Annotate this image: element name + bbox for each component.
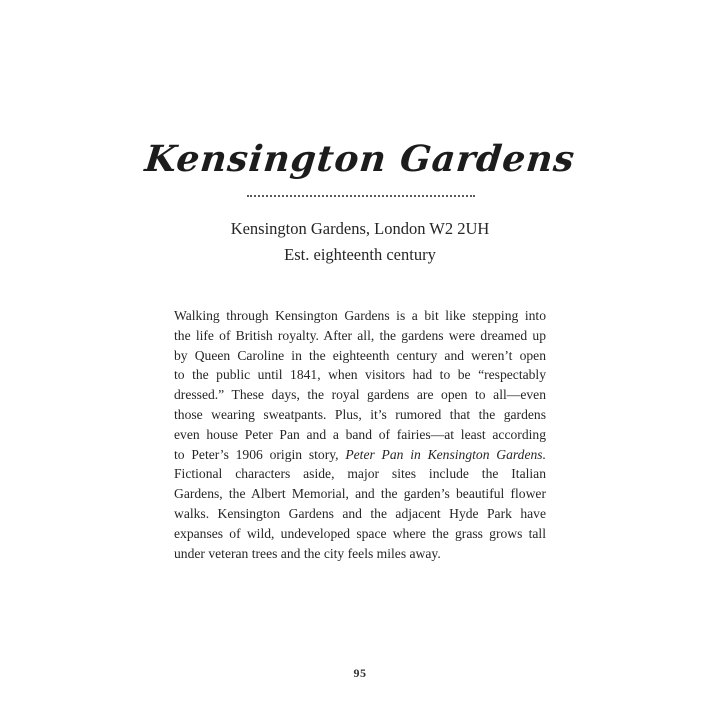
- body-line-with-book-title: [174, 445, 546, 465]
- page-title: Kensington Gardens: [142, 138, 578, 180]
- body-line: walks. Kensington Gardens and the adjacent Hyde Park have: [174, 505, 546, 521]
- body-line-text: to Peter’s 1906 origin story,: [174, 446, 346, 462]
- body-line: expanses of wild, undeveloped space where the grass grows tall: [174, 525, 546, 541]
- body-paragraph: [174, 306, 546, 563]
- body-line: even house Peter Pan and a band of fairies—at least according: [174, 426, 546, 442]
- book-title-italic: Peter Pan in Kensington Gardens.: [345, 446, 546, 462]
- body-line: the life of British royalty. After all, the gardens were dreamed up: [174, 327, 546, 343]
- body-line: dressed.” These days, the royal gardens are open to all—even: [174, 387, 546, 403]
- body-line: by Queen Caroline in the eighteenth century and weren’t open: [174, 347, 546, 363]
- body-line: under veteran trees and the city feels miles away.: [174, 545, 441, 561]
- body-line: Fictional characters aside, major sites include the Italian: [174, 466, 546, 482]
- body-line: to the public until 1841, when visitors had to be “respectably: [174, 367, 546, 383]
- established-line: Est. eighteenth century: [284, 245, 436, 264]
- address-line: Kensington Gardens, London W2 2UH: [230, 219, 490, 238]
- body-line: Walking through Kensington Gardens is a bit like stepping into: [174, 308, 546, 323]
- body-line: those wearing sweatpants. Plus, it’s rumored that the gardens: [174, 406, 546, 422]
- title-divider: [247, 195, 475, 197]
- page-number: 95: [353, 666, 367, 680]
- body-line: Gardens, the Albert Memorial, and the garden’s beautiful flower: [174, 486, 546, 502]
